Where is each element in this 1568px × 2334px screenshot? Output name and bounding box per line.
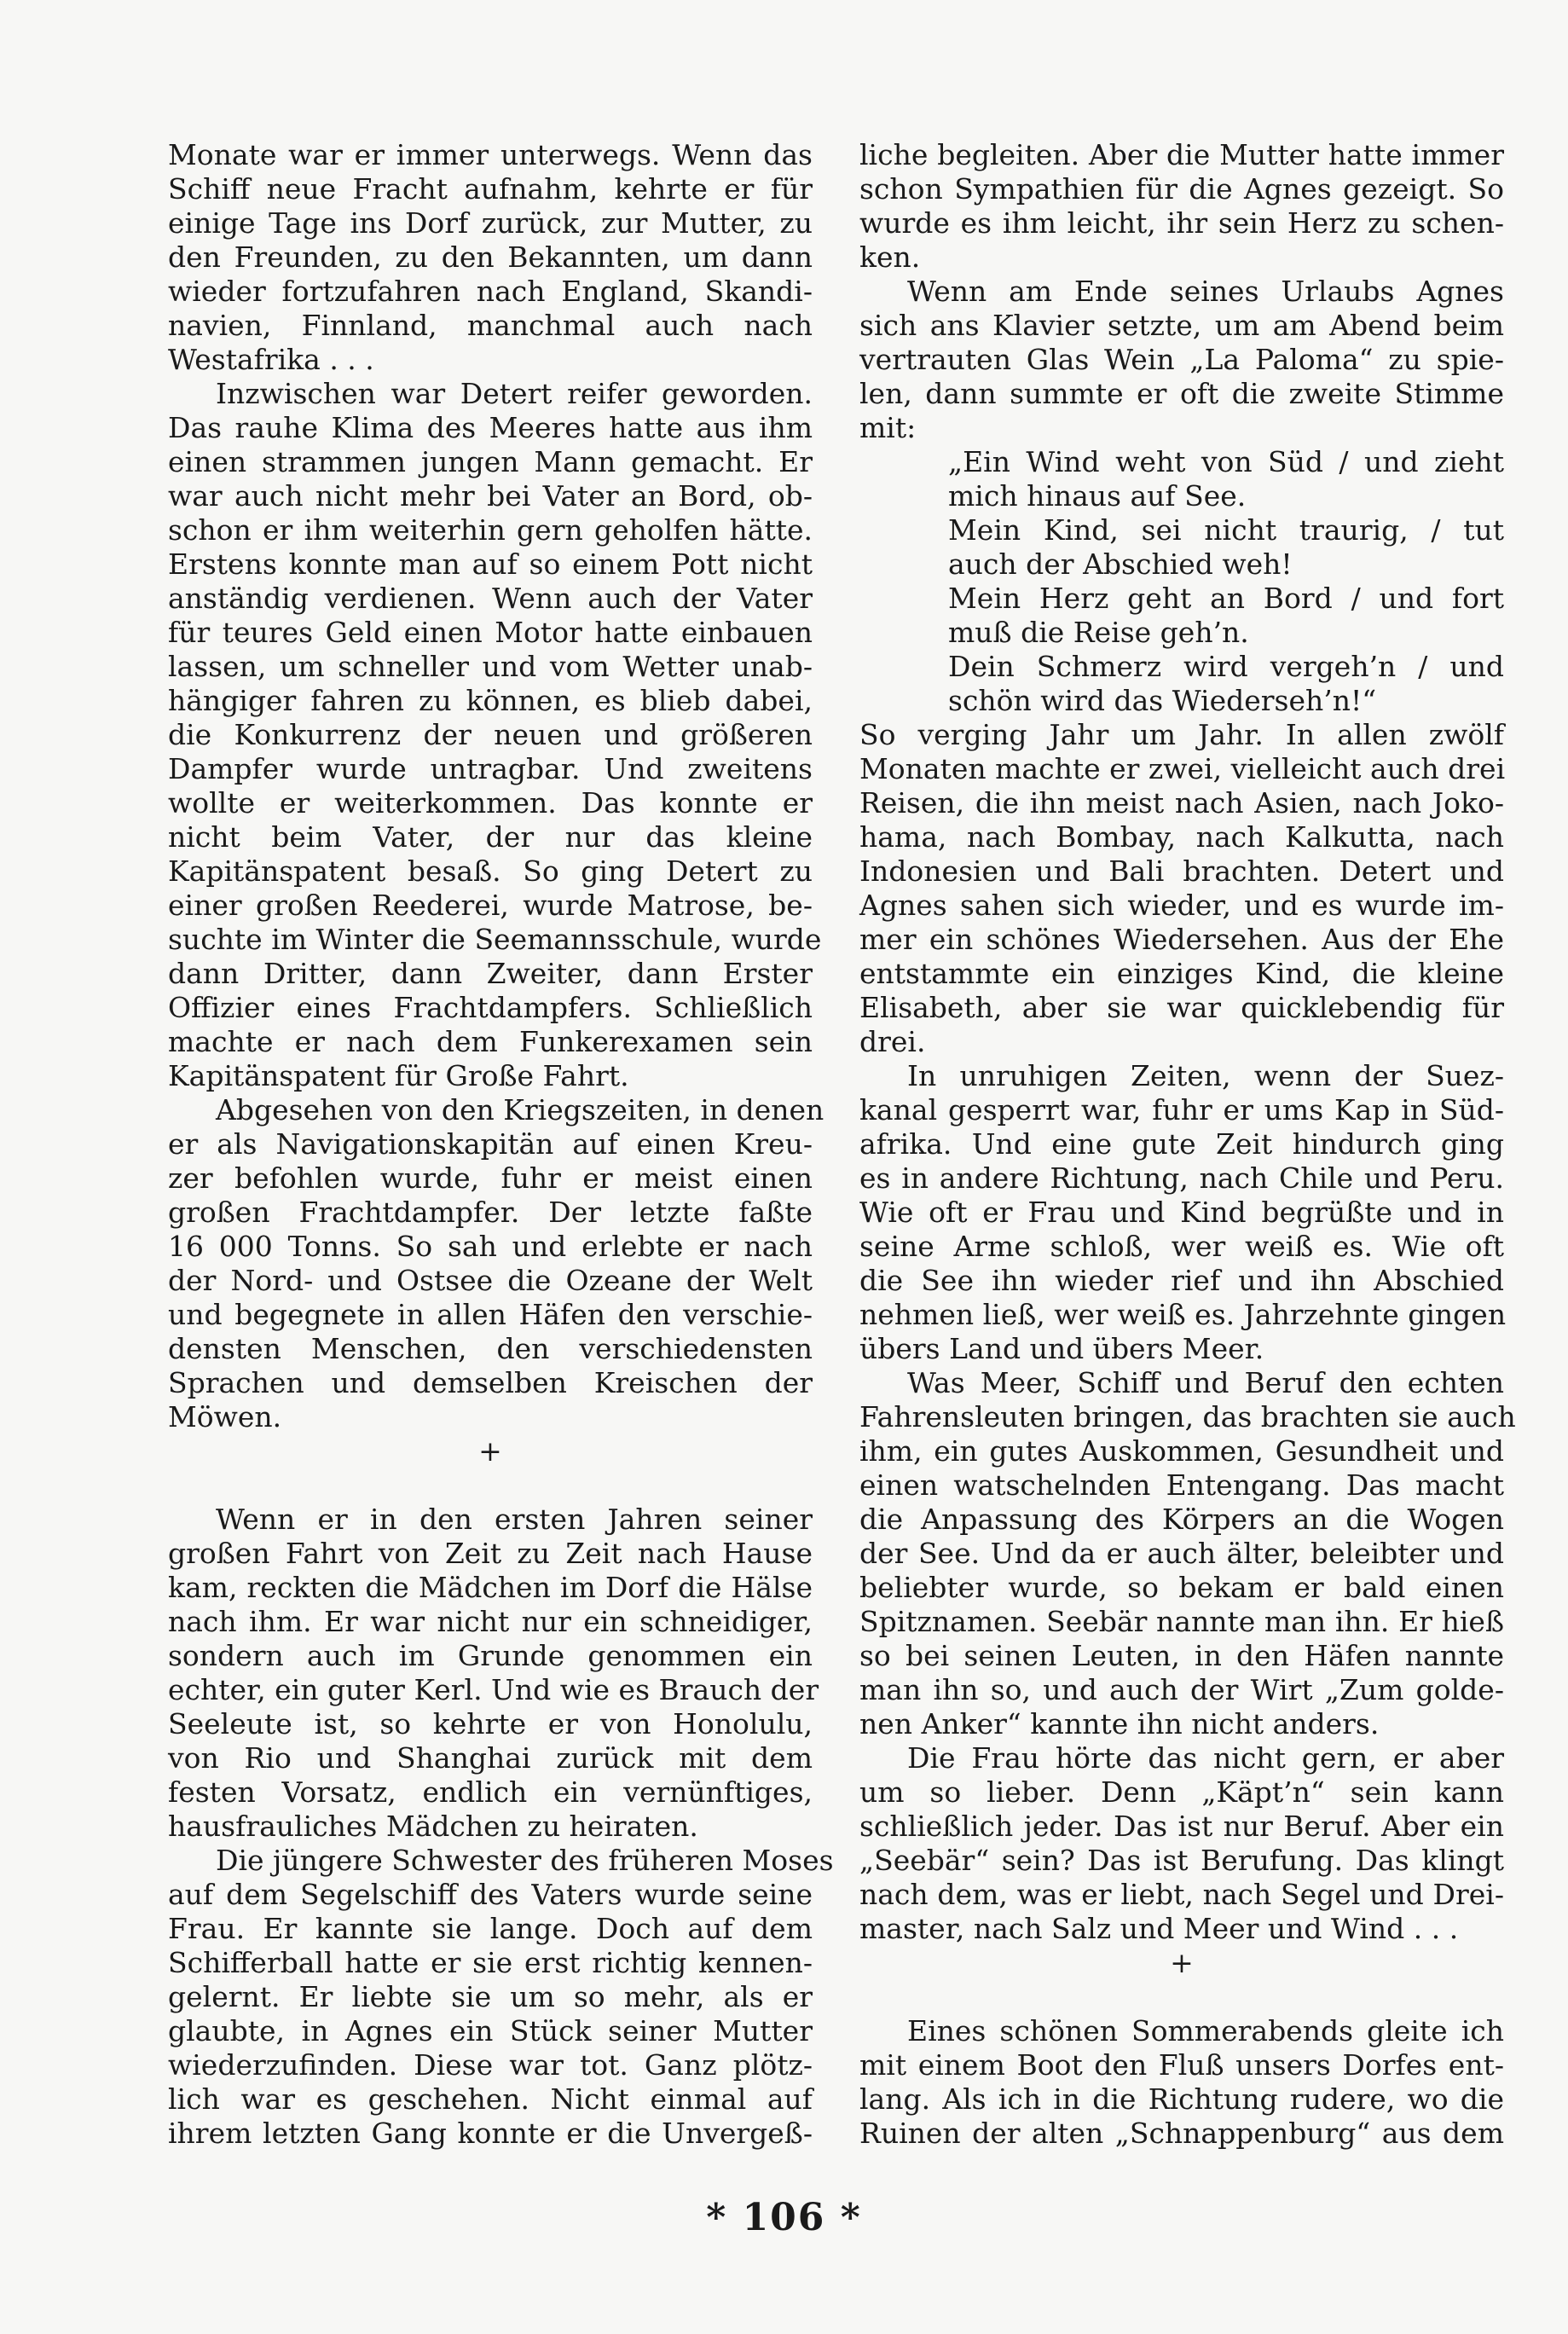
text-line: Kapitänspatent für Große Fahrt. <box>168 1059 629 1092</box>
text-line: Ruinen der alten „Schnappenburg“ aus dem <box>859 2117 1504 2150</box>
text-line: hama, nach Bombay, nach Kalkutta, nach <box>859 820 1504 854</box>
text-line: schon Sympathien für die Agnes gezeigt. So <box>859 172 1504 206</box>
text-line: ihm, ein gutes Auskommen, Gesundheit und <box>859 1434 1504 1468</box>
text-line: Frau. Er kannte sie lange. Doch auf dem <box>168 1912 813 1945</box>
text-line: Seeleute ist, so kehrte er von Honolulu, <box>168 1707 813 1740</box>
text-line: Inzwischen war Detert reifer geworden. <box>216 377 813 410</box>
text-line: Spitznamen. Seebär nannte man ihn. Er hieß <box>859 1605 1504 1638</box>
text-line: Kapitänspatent besaß. So ging Detert zu <box>168 854 813 888</box>
text-line: Reisen, die ihn meist nach Asien, nach Joko- <box>859 786 1504 820</box>
text-line: Das rauhe Klima des Meeres hatte aus ihm <box>168 411 813 444</box>
text-line: anständig verdienen. Wenn auch der Vater <box>168 582 813 615</box>
text-line: um so lieber. Denn „Käpt’n“ sein kann <box>859 1775 1504 1809</box>
verse-line: auch der Abschied weh! <box>948 547 1293 581</box>
text-line: Sprachen und demselben Kreischen der <box>168 1366 813 1399</box>
text-line: der Nord- und Ostsee die Ozeane der Welt <box>168 1264 813 1297</box>
text-line: man ihn so, und auch der Wirt „Zum golde- <box>859 1673 1504 1706</box>
verse-line: schön wird das Wiederseh’n!“ <box>948 684 1377 717</box>
text-line: schon er ihm weiterhin gern geholfen hätte. <box>168 513 813 547</box>
verse-line: „Ein Wind weht von Süd / und zieht <box>948 445 1504 478</box>
text-line: Wenn er in den ersten Jahren seiner <box>216 1503 813 1536</box>
section-separator: + <box>478 1434 502 1468</box>
text-line: Wenn am Ende seines Urlaubs Agnes <box>907 275 1504 308</box>
text-line: kanal gesperrt war, fuhr er ums Kap in Süd- <box>859 1093 1504 1126</box>
text-line: Die jüngere Schwester des früheren Moses <box>216 1844 834 1877</box>
text-line: so bei seinen Leuten, in den Häfen nannte <box>859 1639 1504 1672</box>
text-line: schließlich jeder. Das ist nur Beruf. Aber ein <box>859 1810 1504 1843</box>
text-line: einige Tage ins Dorf zurück, zur Mutter, zu <box>168 206 813 240</box>
text-line: nehmen ließ, wer weiß es. Jahrzehnte gingen <box>859 1298 1507 1331</box>
text-line: len, dann summte er oft die zweite Stimme <box>859 377 1504 410</box>
text-line: ken. <box>859 240 921 274</box>
text-line: echter, ein guter Kerl. Und wie es Brauch der <box>168 1673 819 1706</box>
text-line: seine Arme schloß, wer weiß es. Wie oft <box>859 1230 1504 1263</box>
text-line: Schiff neue Fracht aufnahm, kehrte er für <box>168 172 813 206</box>
blank-line <box>168 1468 813 1503</box>
text-line: Monate war er immer unterwegs. Wenn das <box>168 138 813 171</box>
text-line: master, nach Salz und Meer und Wind . . . <box>859 1912 1459 1945</box>
text-line: hausfrauliches Mädchen zu heiraten. <box>168 1810 698 1843</box>
verse-line: Dein Schmerz wird vergeh’n / und <box>948 650 1504 683</box>
text-line: der See. Und da er auch älter, beleibter und <box>859 1537 1504 1570</box>
text-line: In unruhigen Zeiten, wenn der Suez- <box>907 1059 1504 1092</box>
text-line: übers Land und übers Meer. <box>859 1332 1264 1365</box>
text-line: großen Frachtdampfer. Der letzte faßte <box>168 1196 813 1229</box>
text-line: Indonesien und Bali brachten. Detert und <box>859 854 1504 888</box>
text-line: wurde es ihm leicht, ihr sein Herz zu schen- <box>859 206 1504 240</box>
left-text-column <box>168 138 834 2151</box>
text-line: Abgesehen von den Kriegszeiten, in denen <box>216 1093 825 1126</box>
blank-line <box>859 1980 1504 2014</box>
text-line: navien, Finnland, manchmal auch nach <box>168 309 813 342</box>
text-line: densten Menschen, den verschiedensten <box>168 1332 813 1365</box>
text-line: Dampfer wurde untragbar. Und zweitens <box>168 752 813 785</box>
text-line: machte er nach dem Funkerexamen sein <box>168 1025 813 1058</box>
text-line: wieder fortzufahren nach England, Skandi- <box>168 275 813 308</box>
section-separator: + <box>1170 1946 1194 1979</box>
text-line: Wie oft er Frau und Kind begrüßte und in <box>859 1196 1504 1229</box>
text-line: ihrem letzten Gang konnte er die Unvergeß- <box>168 2117 813 2150</box>
text-line: er als Navigationskapitän auf einen Kreu- <box>168 1127 813 1161</box>
text-line: suchte im Winter die Seemannsschule, wurde <box>168 923 822 956</box>
text-line: nach ihm. Er war nicht nur ein schneidiger, <box>168 1605 813 1638</box>
text-line: Elisabeth, aber sie war quicklebendig für <box>859 991 1504 1024</box>
text-line: Möwen. <box>168 1400 282 1433</box>
text-line: mit einem Boot den Fluß unsers Dorfes ent- <box>859 2048 1504 2082</box>
text-line: lich war es geschehen. Nicht einmal auf <box>168 2082 813 2116</box>
text-line: lang. Als ich in die Richtung rudere, wo die <box>859 2082 1504 2116</box>
text-line: Eines schönen Sommerabends gleite ich <box>907 2014 1504 2047</box>
text-line: festen Vorsatz, endlich ein vernünftiges, <box>168 1775 813 1809</box>
text-line: Fahrensleuten bringen, das brachten sie auch <box>859 1400 1516 1433</box>
text-line: glaubte, in Agnes ein Stück seiner Mutter <box>168 2014 813 2047</box>
text-line: für teures Geld einen Motor hatte einbauen <box>168 616 813 649</box>
text-line: die Anpassung des Körpers an die Wogen <box>859 1503 1504 1536</box>
text-line: hängiger fahren zu können, es blieb dabei, <box>168 684 813 717</box>
text-line: von Rio und Shanghai zurück mit dem <box>168 1741 813 1775</box>
text-line: Erstens konnte man auf so einem Pott nicht <box>168 547 813 581</box>
text-line: Monaten machte er zwei, vielleicht auch drei <box>859 752 1506 785</box>
verse-line: Mein Kind, sei nicht traurig, / tut <box>948 513 1504 547</box>
text-line: mit: <box>859 411 917 444</box>
verse-line: Mein Herz geht an Bord / und fort <box>948 582 1504 615</box>
text-line: entstammte ein einziges Kind, die kleine <box>859 957 1504 990</box>
text-line: Schifferball hatte er sie erst richtig kennen- <box>168 1946 813 1979</box>
text-line: wiederzufinden. Diese war tot. Ganz plötz- <box>168 2048 813 2082</box>
text-line: liche begleiten. Aber die Mutter hatte immer <box>859 138 1504 171</box>
text-line: einen strammen jungen Mann gemacht. Er <box>168 445 813 478</box>
text-line: vertrauten Glas Wein „La Paloma“ zu spie- <box>859 343 1504 376</box>
text-line: nach dem, was er liebt, nach Segel und Drei- <box>859 1878 1504 1911</box>
text-line: gelernt. Er liebte sie um so mehr, als er <box>168 1980 813 2013</box>
text-line: Die Frau hörte das nicht gern, er aber <box>907 1741 1504 1775</box>
text-line: dann Dritter, dann Zweiter, dann Erster <box>168 957 813 990</box>
text-line: So verging Jahr um Jahr. In allen zwölf <box>859 718 1504 751</box>
text-line: Westafrika . . . <box>168 343 374 376</box>
text-line: Was Meer, Schiff und Beruf den echten <box>907 1366 1504 1399</box>
text-line: Offizier eines Frachtdampfers. Schließlich <box>168 991 813 1024</box>
text-line: drei. <box>859 1025 926 1058</box>
text-line: wollte er weiterkommen. Das konnte er <box>168 786 813 820</box>
text-line: auf dem Segelschiff des Vaters wurde seine <box>168 1878 813 1911</box>
page-number: * 106 * <box>706 2196 862 2239</box>
text-line: zer befohlen wurde, fuhr er meist einen <box>168 1161 813 1195</box>
text-line: und begegnete in allen Häfen den verschie- <box>168 1298 813 1331</box>
text-line: mer ein schönes Wiedersehen. Aus der Ehe <box>859 923 1504 956</box>
text-line: 16 000 Tonns. So sah und erlebte er nach <box>168 1230 813 1263</box>
text-line: afrika. Und eine gute Zeit hindurch ging <box>859 1127 1504 1161</box>
text-line: lassen, um schneller und vom Wetter unab- <box>168 650 813 683</box>
verse-line: mich hinaus auf See. <box>948 479 1247 513</box>
text-line: nicht beim Vater, der nur das kleine <box>168 820 813 854</box>
text-line: es in andere Richtung, nach Chile und Peru. <box>859 1161 1504 1195</box>
text-line: sich ans Klavier setzte, um am Abend beim <box>859 309 1504 342</box>
text-line: die See ihn wieder rief und ihn Abschied <box>859 1264 1504 1297</box>
text-line: sondern auch im Grunde genommen ein <box>168 1639 813 1672</box>
text-line: großen Fahrt von Zeit zu Zeit nach Hause <box>168 1537 813 1570</box>
verse-line: muß die Reise geh’n. <box>948 616 1249 649</box>
text-line: beliebter wurde, so bekam er bald einen <box>859 1571 1504 1604</box>
text-line: einen watschelnden Entengang. Das macht <box>859 1468 1504 1502</box>
text-line: einer großen Reederei, wurde Matrose, be- <box>168 889 813 922</box>
right-text-column <box>859 138 1516 2151</box>
text-line: nen Anker“ kannte ihn nicht anders. <box>859 1707 1380 1740</box>
text-line: „Seebär“ sein? Das ist Berufung. Das klingt <box>859 1844 1504 1877</box>
text-line: kam, reckten die Mädchen im Dorf die Hälse <box>168 1571 813 1604</box>
text-line: den Freunden, zu den Bekannten, um dann <box>168 240 813 274</box>
text-line: Agnes sahen sich wieder, und es wurde im- <box>859 889 1504 922</box>
text-line: die Konkurrenz der neuen und größeren <box>168 718 813 751</box>
text-line: war auch nicht mehr bei Vater an Bord, ob- <box>168 479 813 513</box>
